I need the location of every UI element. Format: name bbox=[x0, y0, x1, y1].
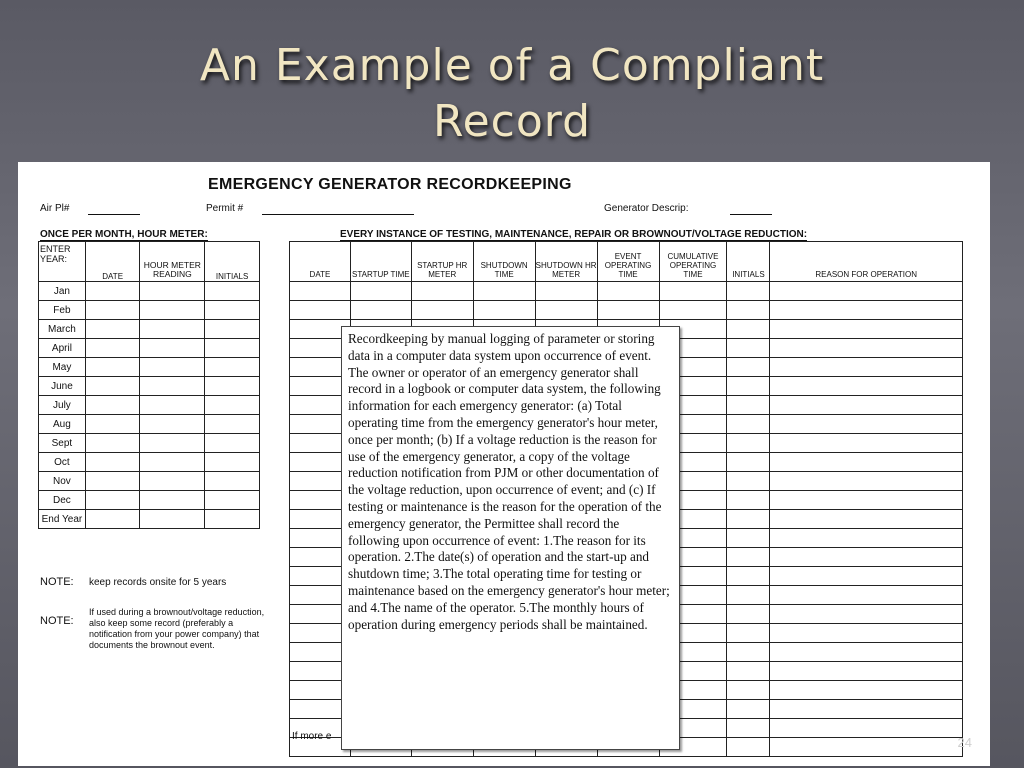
month-cell bbox=[140, 491, 205, 510]
month-row bbox=[39, 434, 260, 453]
month-cell bbox=[140, 434, 205, 453]
instance-cell bbox=[473, 282, 535, 301]
instance-cell bbox=[727, 548, 770, 567]
month-cell bbox=[85, 396, 140, 415]
instance-cell bbox=[770, 510, 963, 529]
month-cell bbox=[85, 415, 140, 434]
month-cell bbox=[140, 415, 205, 434]
instance-cell bbox=[770, 719, 963, 738]
instance-column-header: STARTUP TIME bbox=[350, 242, 411, 282]
instance-cell bbox=[659, 282, 727, 301]
month-label: March bbox=[39, 320, 86, 339]
air-pl-field bbox=[88, 214, 140, 215]
month-cell bbox=[85, 491, 140, 510]
month-label: April bbox=[39, 339, 86, 358]
instance-cell bbox=[727, 529, 770, 548]
instance-cell bbox=[770, 434, 963, 453]
cut-off-text: If more e bbox=[292, 731, 332, 742]
instance-cell bbox=[727, 681, 770, 700]
instance-cell bbox=[473, 301, 535, 320]
month-cell bbox=[205, 510, 260, 529]
month-cell bbox=[85, 472, 140, 491]
month-cell bbox=[205, 301, 260, 320]
instance-cell bbox=[290, 301, 351, 320]
note1-text: keep records onsite for 5 years bbox=[89, 577, 227, 588]
instance-cell bbox=[770, 662, 963, 681]
instance-cell bbox=[597, 282, 659, 301]
instance-cell bbox=[770, 491, 963, 510]
instance-cell bbox=[770, 339, 963, 358]
month-label: Aug bbox=[39, 415, 86, 434]
regulation-excerpt-box bbox=[341, 326, 680, 750]
instance-column-header: SHUTDOWN HR METER bbox=[535, 242, 597, 282]
instance-row bbox=[290, 282, 963, 301]
instance-cell bbox=[535, 301, 597, 320]
month-cell bbox=[85, 453, 140, 472]
month-cell bbox=[205, 491, 260, 510]
month-row bbox=[39, 282, 260, 301]
month-cell bbox=[205, 396, 260, 415]
instance-cell bbox=[727, 662, 770, 681]
month-row bbox=[39, 510, 260, 529]
initials-header: INITIALS bbox=[205, 242, 260, 282]
instance-cell bbox=[770, 586, 963, 605]
instance-cell bbox=[350, 282, 411, 301]
month-row bbox=[39, 320, 260, 339]
slide-title bbox=[0, 38, 1024, 150]
instance-cell bbox=[770, 453, 963, 472]
instance-cell bbox=[659, 301, 727, 320]
month-cell bbox=[140, 396, 205, 415]
instance-column-header: STARTUP HR METER bbox=[411, 242, 473, 282]
month-cell bbox=[85, 434, 140, 453]
instance-column-header: REASON FOR OPERATION bbox=[770, 242, 963, 282]
month-cell bbox=[85, 377, 140, 396]
instance-cell bbox=[597, 301, 659, 320]
month-label: Sept bbox=[39, 434, 86, 453]
note2-label: NOTE: bbox=[40, 615, 74, 627]
month-cell bbox=[140, 282, 205, 301]
instance-column-header: DATE bbox=[290, 242, 351, 282]
month-cell bbox=[85, 358, 140, 377]
instance-cell bbox=[770, 529, 963, 548]
instance-column-header: SHUTDOWN TIME bbox=[473, 242, 535, 282]
instance-column-header: INITIALS bbox=[727, 242, 770, 282]
month-cell bbox=[140, 510, 205, 529]
instance-cell bbox=[350, 301, 411, 320]
instance-cell bbox=[727, 434, 770, 453]
month-label: Dec bbox=[39, 491, 86, 510]
instance-column-header: EVENT OPERATING TIME bbox=[597, 242, 659, 282]
month-row bbox=[39, 377, 260, 396]
slide-title-line2: Record bbox=[432, 96, 592, 147]
instance-cell bbox=[770, 301, 963, 320]
month-label: July bbox=[39, 396, 86, 415]
page-number: 24 bbox=[957, 735, 972, 750]
month-cell bbox=[205, 282, 260, 301]
instance-cell bbox=[727, 282, 770, 301]
instance-cell bbox=[770, 624, 963, 643]
instance-cell bbox=[727, 586, 770, 605]
month-row bbox=[39, 301, 260, 320]
instance-cell bbox=[727, 567, 770, 586]
instance-heading: EVERY INSTANCE OF TESTING, MAINTENANCE, REPAIR OR BROWNOUT/VOLTAGE REDUCTION: bbox=[340, 229, 808, 240]
month-row bbox=[39, 491, 260, 510]
instance-cell bbox=[727, 301, 770, 320]
instance-column-header: CUMULATIVE OPERATING TIME bbox=[659, 242, 727, 282]
date-header: DATE bbox=[85, 242, 140, 282]
month-cell bbox=[205, 453, 260, 472]
month-label: End Year bbox=[39, 510, 86, 529]
instance-cell bbox=[727, 719, 770, 738]
instance-cell bbox=[770, 681, 963, 700]
instance-cell bbox=[727, 472, 770, 491]
instance-cell bbox=[770, 282, 963, 301]
note1-label: NOTE: bbox=[40, 576, 74, 588]
month-label: June bbox=[39, 377, 86, 396]
instance-cell bbox=[727, 643, 770, 662]
instance-cell bbox=[770, 738, 963, 757]
permit-field bbox=[262, 214, 414, 215]
instance-cell bbox=[727, 510, 770, 529]
month-cell bbox=[205, 320, 260, 339]
month-row bbox=[39, 358, 260, 377]
month-cell bbox=[205, 339, 260, 358]
month-cell bbox=[205, 377, 260, 396]
generator-descrip-label: Generator Descrip: bbox=[604, 203, 689, 214]
month-cell bbox=[85, 282, 140, 301]
instance-cell bbox=[727, 358, 770, 377]
air-pl-label: Air Pl# bbox=[40, 203, 70, 214]
instance-cell bbox=[411, 282, 473, 301]
instance-cell bbox=[290, 282, 351, 301]
month-cell bbox=[205, 472, 260, 491]
month-cell bbox=[140, 339, 205, 358]
month-cell bbox=[205, 434, 260, 453]
month-cell bbox=[205, 415, 260, 434]
month-cell bbox=[140, 453, 205, 472]
month-row bbox=[39, 339, 260, 358]
month-row bbox=[39, 472, 260, 491]
instance-cell bbox=[727, 320, 770, 339]
instance-cell bbox=[770, 358, 963, 377]
instance-cell bbox=[727, 396, 770, 415]
instance-cell bbox=[770, 472, 963, 491]
instance-cell bbox=[727, 738, 770, 757]
month-label: Feb bbox=[39, 301, 86, 320]
instance-cell bbox=[770, 605, 963, 624]
regulation-excerpt-text: Recordkeeping by manual logging of parameter or storing data in a computer data system upon occurrence of event. The owner or operator of an emergency generator shall record in a logbook or computer data system, the following information for each emergency generator: (a) Total operating time from the emergency generator's hour meter, once per month; (b) If a voltage reduction is the reason for use of the emergency generator, a copy of the voltage reduction notification from PJM or other documentation of the voltage reduction, upon occurrence of event; and (c) If testing or maintenance is the reason for the operation of the emergency generator, the Permittee shall record the following upon occurrence of event: 1.The reason for its operation. 2.The date(s) of operation and the start-up and shutdown time; 3.The total operating time for testing or maintenance based on the emergency generator's hour meter; and 4.The name of the operator. 5.The monthly hours of operation during emergency periods shall be maintained. bbox=[348, 331, 670, 632]
month-cell bbox=[140, 320, 205, 339]
instance-cell bbox=[727, 624, 770, 643]
instance-cell bbox=[411, 301, 473, 320]
instance-cell bbox=[770, 700, 963, 719]
instance-cell bbox=[535, 282, 597, 301]
instance-cell bbox=[727, 415, 770, 434]
month-row bbox=[39, 453, 260, 472]
permit-label: Permit # bbox=[206, 203, 244, 214]
instance-cell bbox=[727, 339, 770, 358]
month-label: Oct bbox=[39, 453, 86, 472]
month-cell bbox=[85, 320, 140, 339]
monthly-heading: ONCE PER MONTH, HOUR METER: bbox=[40, 229, 208, 240]
instance-cell bbox=[770, 377, 963, 396]
instance-cell bbox=[770, 567, 963, 586]
month-cell bbox=[85, 510, 140, 529]
instance-cell bbox=[770, 396, 963, 415]
hour-meter-header: HOUR METER READING bbox=[140, 242, 205, 282]
month-cell bbox=[85, 339, 140, 358]
instance-row bbox=[290, 301, 963, 320]
note2-text: If used during a brownout/voltage reduction, also keep some record (preferably a notification from your power company) that documents the brownout event. bbox=[89, 607, 265, 650]
month-row bbox=[39, 396, 260, 415]
instance-cell bbox=[770, 548, 963, 567]
month-label: Jan bbox=[39, 282, 86, 301]
instance-cell bbox=[727, 700, 770, 719]
instance-cell bbox=[770, 643, 963, 662]
month-cell bbox=[140, 377, 205, 396]
instance-cell bbox=[770, 320, 963, 339]
month-row bbox=[39, 415, 260, 434]
instance-cell bbox=[727, 377, 770, 396]
slide-title-line1: An Example of a Compliant bbox=[199, 40, 825, 91]
instance-cell bbox=[727, 453, 770, 472]
month-cell bbox=[140, 472, 205, 491]
month-cell bbox=[205, 358, 260, 377]
form-title: EMERGENCY GENERATOR RECORDKEEPING bbox=[208, 176, 572, 193]
monthly-table bbox=[38, 241, 260, 529]
instance-cell bbox=[727, 491, 770, 510]
month-label: Nov bbox=[39, 472, 86, 491]
instance-cell bbox=[727, 605, 770, 624]
month-cell bbox=[140, 301, 205, 320]
enter-year-header: ENTER YEAR: bbox=[39, 242, 86, 282]
month-cell bbox=[85, 301, 140, 320]
instance-cell bbox=[770, 415, 963, 434]
month-cell bbox=[140, 358, 205, 377]
month-label: May bbox=[39, 358, 86, 377]
generator-descrip-field bbox=[730, 214, 772, 215]
